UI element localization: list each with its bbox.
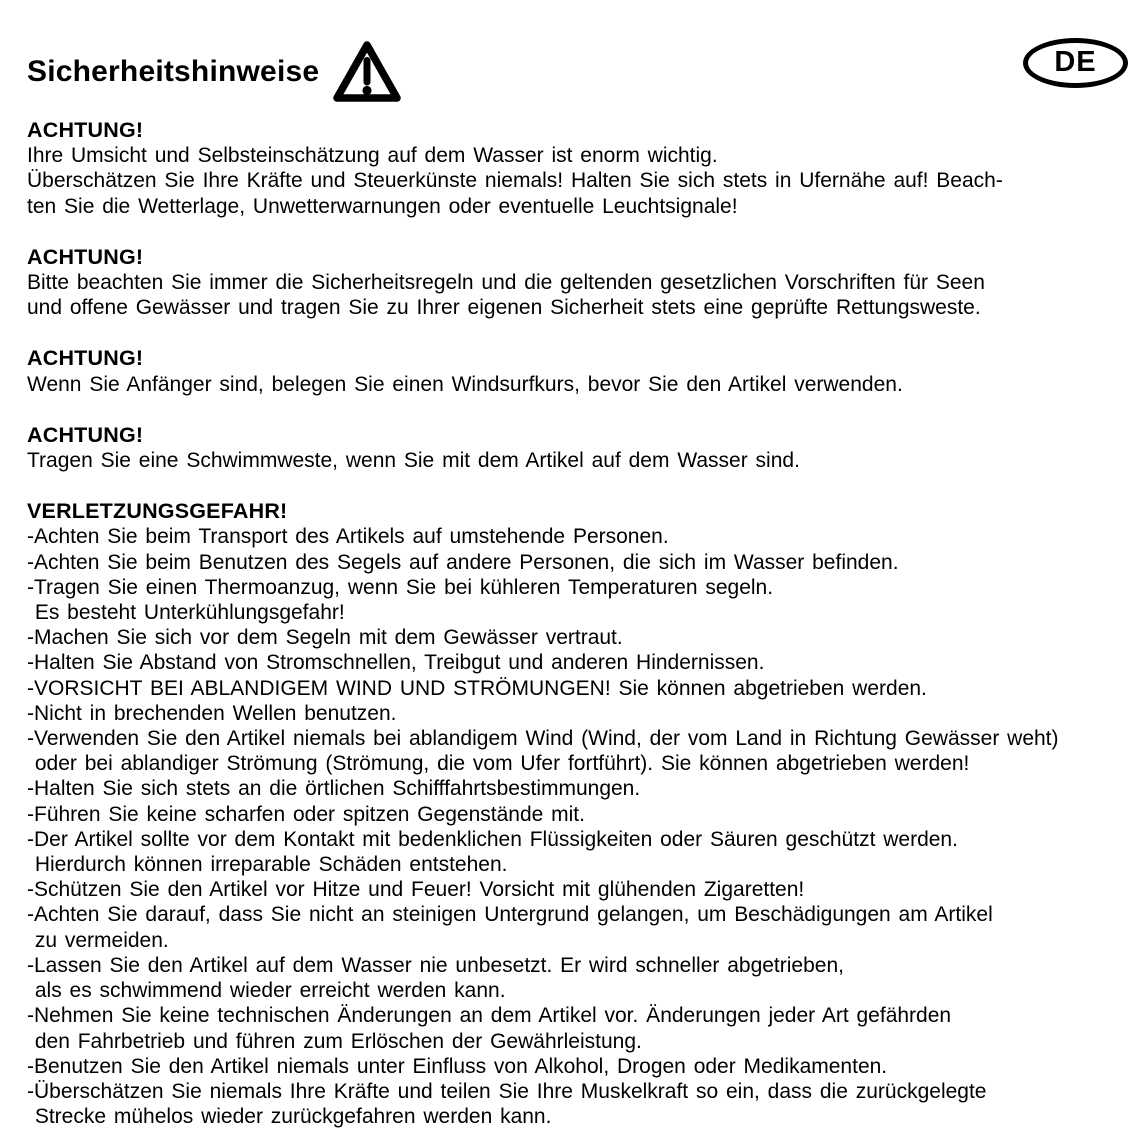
text-section [27,423,1128,473]
section-lines [27,372,1128,397]
text-line: ten Sie die Wetterlage, Unwetterwarnungen oder eventuelle Leuchtsignale! [27,194,738,218]
section-heading: VERLETZUNGSGEFAHR! [27,499,288,524]
section-lines [27,270,1128,320]
text-line: und offene Gewässer und tragen Sie zu Ihrer eigenen Sicherheit stets eine geprüfte Rettungsweste. [27,296,981,320]
sections [27,118,1128,1129]
text-line: Überschätzen Sie Ihre Kräfte und Steuerkünste niemals! Halten Sie sich stets in Ufernähe auf! Beach- [27,169,1003,193]
section-heading: ACHTUNG! [27,244,144,269]
text-line: -Machen Sie sich vor dem Segeln mit dem Gewässer vertraut. [27,626,623,650]
section-lines [27,143,1128,219]
text-line: zu vermeiden. [27,928,169,952]
text-line: -Nehmen Sie keine technischen Änderungen an dem Artikel vor. Änderungen jeder Art gefährden [27,1004,952,1028]
text-line: -Benutzen Sie den Artikel niemals unter Einfluss von Alkohol, Drogen oder Medikamenten. [27,1054,888,1078]
text-line: Es besteht Unterkühlungsgefahr! [27,601,345,625]
text-line: den Fahrbetrieb und führen zum Erlöschen der Gewährleistung. [27,1029,642,1053]
section-lines [27,448,1128,473]
text-line: -Führen Sie keine scharfen oder spitzen Gegenstände mit. [27,802,585,826]
section-lines [27,524,1128,1129]
language-badge [1023,38,1128,88]
text-line: Bitte beachten Sie immer die Sicherheitsregeln und die geltenden gesetzlichen Vorschriften für Seen [27,271,985,295]
text-line: Wenn Sie Anfänger sind, belegen Sie einen Windsurfkurs, bevor Sie den Artikel verwenden. [27,372,903,396]
section-heading: ACHTUNG! [27,118,144,142]
text-line: -Achten Sie darauf, dass Sie nicht an steinigen Untergrund gelangen, um Beschädigungen am Artikel [27,903,993,927]
text-line: -Achten Sie beim Benutzen des Segels auf andere Personen, die sich im Wasser befinden. [27,550,899,574]
text-line: -Verwenden Sie den Artikel niemals bei ablandigem Wind (Wind, der vom Land in Richtung Gewässer weht) [27,727,1059,751]
text-line: Strecke mühelos wieder zurückgefahren werden kann. [27,1105,552,1129]
text-line: -Lassen Sie den Artikel auf dem Wasser nie unbesetzt. Er wird schneller abgetrieben, [27,953,844,977]
text-line: Tragen Sie eine Schwimmweste, wenn Sie mit dem Artikel auf dem Wasser sind. [27,449,800,473]
text-line: -Überschätzen Sie niemals Ihre Kräfte und teilen Sie Ihre Muskelkraft so ein, dass die zurückgelegte [27,1079,987,1103]
page-header [27,38,1128,106]
section-heading: ACHTUNG! [27,346,144,371]
text-line: Ihre Umsicht und Selbsteinschätzung auf dem Wasser ist enorm wichtig. [27,144,718,168]
text-line: -VORSICHT BEI ABLANDIGEM WIND UND STRÖMUNGEN! Sie können abgetrieben werden. [27,676,927,700]
text-line: -Tragen Sie einen Thermoanzug, wenn Sie bei kühleren Temperaturen segeln. [27,575,774,599]
text-line: -Halten Sie sich stets an die örtlichen Schifffahrtsbestimmungen. [27,777,641,801]
text-section [27,118,1128,219]
text-section [27,245,1128,321]
text-line: als es schwimmend wieder erreicht werden kann. [27,979,506,1003]
text-line: -Achten Sie beim Transport des Artikels auf umstehende Personen. [27,525,669,549]
section-heading: ACHTUNG! [27,422,144,447]
text-line: oder bei ablandiger Strömung (Strömung, die vom Ufer fortführt). Sie können abgetrieben werden! [27,752,970,776]
language-badge-label: DE [1054,46,1097,78]
text-section [27,346,1128,396]
text-line: -Nicht in brechenden Wellen benutzen. [27,701,397,725]
warning-triangle-icon [331,39,403,105]
page-title: Sicherheitshinweise [27,55,320,88]
text-line: Hierdurch können irreparable Schäden entstehen. [27,853,508,877]
text-section [27,499,1128,1129]
text-line: -Schützen Sie den Artikel vor Hitze und Feuer! Vorsicht mit glühenden Zigaretten! [27,878,805,902]
text-line: -Der Artikel sollte vor dem Kontakt mit bedenklichen Flüssigkeiten oder Säuren geschützt werden. [27,827,958,851]
text-line: -Halten Sie Abstand von Stromschnellen, Treibgut und anderen Hindernissen. [27,651,765,675]
